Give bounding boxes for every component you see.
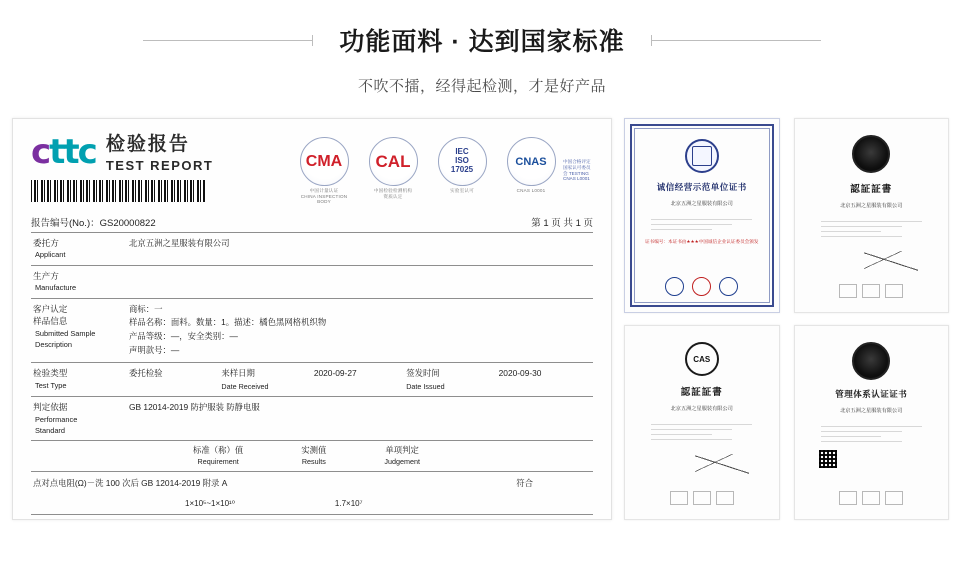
certificate-text-lines [821, 217, 922, 241]
label-manufacture-en: Manufacture [35, 283, 77, 293]
label-standard-cn: 判定依据 [33, 402, 68, 413]
certificate-company: 北京五洲之星服装有限公司 [840, 408, 903, 414]
mark-cal: CAL 中国检验检测机构 资质认定 [365, 137, 421, 199]
content-area [0, 118, 964, 520]
certificate-boxes [839, 491, 903, 505]
label-date-received-en: Date Received [221, 381, 269, 391]
report-table [31, 232, 593, 516]
label-applicant-cn: 委托方 [33, 237, 59, 248]
certificate-certification-top-right [794, 118, 950, 313]
value-applicant: 北京五洲之星服装有限公司 [129, 237, 230, 248]
label-date-issued-en: Date Issued [406, 381, 445, 391]
result-item-name: 点对点电阻(Ω)－洗 100 次后 GB 12014-2019 附录 A [33, 477, 228, 488]
label-sample-en-1: Submitted Sample [35, 329, 96, 339]
signature-mark [864, 251, 918, 271]
certificate-text-lines [651, 420, 752, 444]
date-received-value-block [314, 367, 406, 392]
seal-blue-icon [665, 277, 684, 296]
result-requirement: 1×10⁵~1×10¹⁰ [185, 499, 235, 509]
label-standard-en-2: Standard [35, 426, 65, 436]
certificate-company: 北京五洲之星服装有限公司 [670, 201, 733, 207]
value-sample-4: 声明款号：— [129, 345, 180, 356]
certificate-text-lines [651, 215, 752, 234]
result-measured: 1.7×10⁷ [334, 499, 363, 509]
value-date-received: 2020-09-27 [313, 367, 357, 378]
test-report-document [12, 118, 612, 520]
label-date-received-cn: 来样日期 [221, 367, 255, 378]
label-sample-cn-2: 样品信息 [33, 316, 68, 327]
certificate-cas [624, 325, 780, 520]
value-sample-3: 产品等级：—，安全类别：— [129, 331, 238, 342]
header-title-row [0, 22, 964, 58]
seal-blue-2-icon [719, 277, 738, 296]
table-row-standard [31, 397, 593, 441]
certificate-title: 認証証書 [850, 184, 893, 195]
signature-mark [695, 454, 749, 474]
label-sample-cn-1: 客户认定 [33, 303, 68, 314]
cas-seal-icon: CAS [685, 342, 719, 376]
barcode [31, 180, 206, 202]
column-header-results: 实测值 Results [301, 445, 327, 466]
certificate-boxes [839, 284, 903, 298]
dark-seal-icon [852, 135, 890, 173]
cnas-side-note: 中国合格评定国家认可委员会 TESTING CNAS L0001 [563, 159, 591, 182]
report-title-en: TEST REPORT [105, 157, 214, 173]
date-issued-value-block [499, 367, 591, 392]
report-title-cn: 检验报告 [105, 134, 190, 155]
cma-seal-icon: CMA [300, 137, 349, 186]
label-applicant-en: Applicant [35, 250, 66, 260]
report-pages: 第 1 页 共 1 页 [531, 217, 593, 229]
label-sample-en-2: Description [35, 340, 72, 350]
page-subtitle: 不吹不擂，经得起检测，才是好产品 [357, 78, 606, 95]
value-standard: GB 12014-2019 防护服装 防静电服 [129, 402, 260, 413]
certificates-grid [624, 118, 949, 520]
seal-red-icon [692, 277, 711, 296]
test-type-value-block [129, 367, 221, 392]
dark-seal-icon [852, 342, 890, 380]
certificate-text-lines [821, 422, 922, 446]
label-test-type-cn: 检验类型 [33, 367, 68, 378]
certificate-title: 認証証書 [680, 387, 723, 398]
accreditation-marks [296, 137, 593, 205]
table-row-manufacture [31, 265, 593, 298]
page-title: 功能面料 · 达到国家标准 [339, 28, 625, 56]
header-rule-left [143, 40, 313, 41]
mark-cnas: CNAS CNAS L0001 [503, 137, 559, 194]
certificate-company: 北京五洲之星服装有限公司 [840, 203, 903, 209]
certificate-integrity-management [624, 118, 780, 313]
date-received-block [221, 367, 313, 392]
table-row-applicant [31, 232, 593, 265]
value-date-issued: 2020-09-30 [498, 367, 542, 378]
label-manufacture-cn: 生产方 [33, 270, 59, 281]
certificate-management-system [794, 325, 950, 520]
report-brand [31, 133, 213, 202]
result-judgement: 符合 [516, 477, 533, 488]
certificate-seals [665, 277, 738, 296]
value-sample-2: 样品名称：面料。数量：1。描述：橘色黑网格机织物 [129, 317, 327, 328]
label-test-type-en: Test Type [35, 380, 67, 390]
qr-code-icon [819, 450, 837, 468]
column-header-requirement: 标准（称）值 Requirement [193, 445, 244, 466]
column-header-judgement: 单项判定 Judgement [384, 445, 420, 466]
report-number: 报告编号(No.)：GS20000822 [31, 217, 156, 229]
mark-cma: CMA 中国计量认证 CHINA INSPECTION BODY [296, 137, 352, 205]
mark-iso: IEC ISO 17025 实验室认可 [434, 137, 490, 194]
blue-seal-icon [685, 139, 719, 173]
iso-17025-seal-icon: IEC ISO 17025 [438, 137, 487, 186]
date-issued-block [406, 367, 498, 392]
cnas-seal-icon: CNAS [507, 137, 556, 186]
cttc-logo: cttc [31, 132, 96, 172]
page-header [0, 0, 964, 96]
certificate-company: 北京五洲之星服装有限公司 [670, 406, 733, 412]
header-rule-right [651, 40, 821, 41]
report-header [31, 133, 593, 205]
table-row-result [31, 471, 593, 515]
value-test-type: 委托检验 [129, 367, 163, 378]
label-standard-en-1: Performance [35, 415, 78, 425]
table-row-test-type [31, 362, 593, 396]
certificate-red-note: 证书编号：本证书由★★★中国诚信企业认证委员会颁发 [645, 238, 759, 244]
certificate-boxes [670, 491, 734, 505]
certificate-title: 诚信经营示范单位证书 [656, 182, 747, 192]
cal-seal-icon: CAL [369, 137, 418, 186]
table-row-sample [31, 298, 593, 362]
table-header-row [31, 441, 593, 471]
certificate-title: 管理体系认证证书 [835, 389, 908, 399]
report-number-row [31, 215, 593, 229]
label-date-issued-cn: 签发时间 [406, 367, 440, 378]
value-sample-1: 商标：一 [129, 303, 163, 314]
